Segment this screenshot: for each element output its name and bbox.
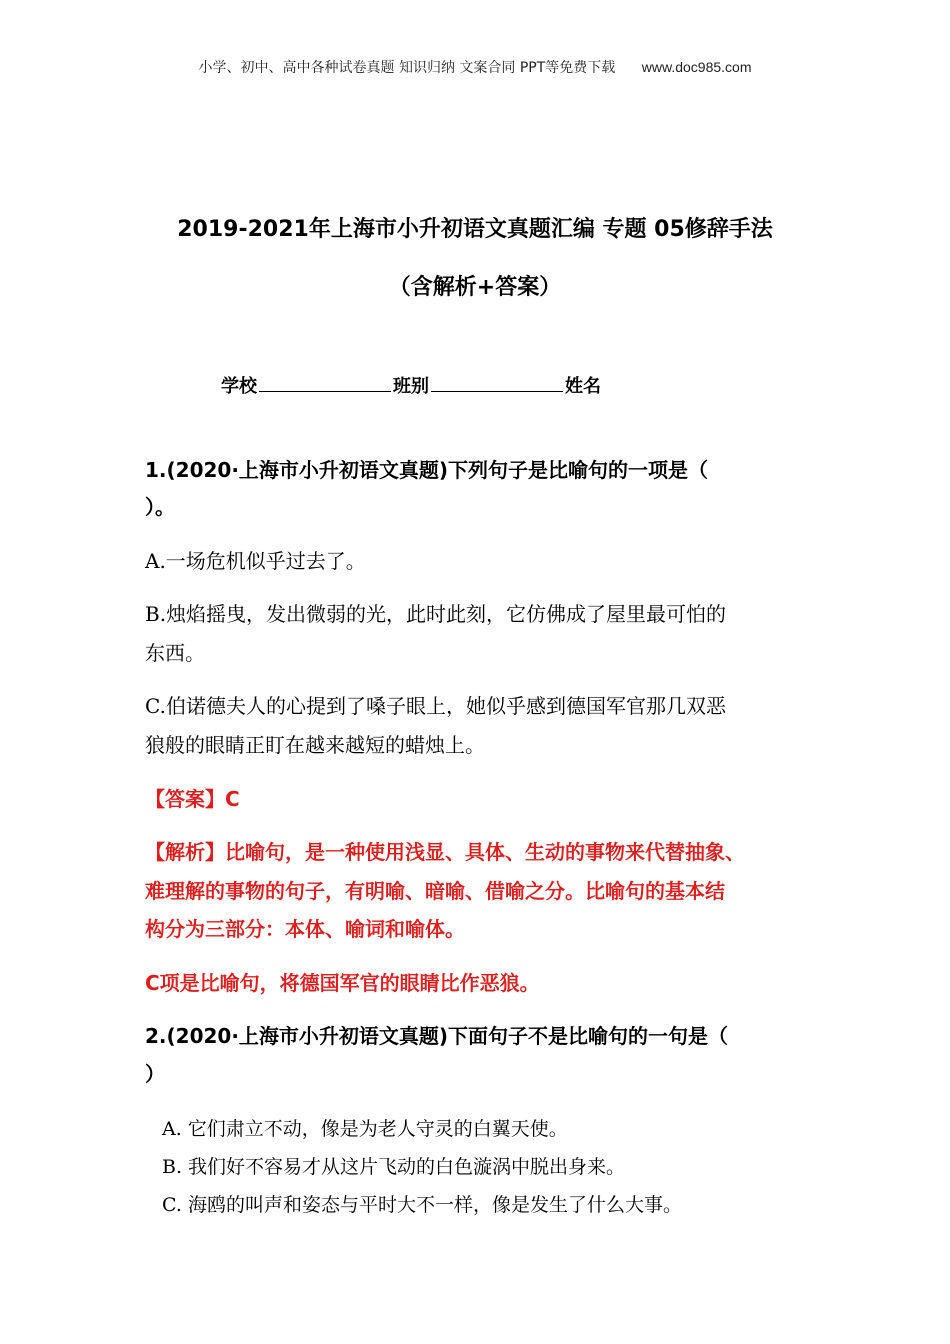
q1-stem-line2: ）。: [145, 495, 175, 519]
school-label: 学校: [221, 376, 257, 397]
q1-option-b-line1: B.烛焰摇曳，发出微弱的光，此时此刻，它仿佛成了屋里最可怕的: [145, 602, 727, 626]
q1-option-c-line2: 狼般的眼睛正盯在越来越短的蜡烛上。: [145, 733, 485, 757]
document-title-line2: （含解析+答案）: [388, 275, 562, 300]
q2-option-c: C. 海鸥的叫声和姿态与平时大不一样，像是发生了什么大事。: [162, 1194, 682, 1216]
school-blank: [259, 373, 391, 392]
q1-option-c-line1: C.伯诺德夫人的心提到了嗓子眼上，她似乎感到德国军官那几双恶: [145, 694, 726, 718]
q2-stem-line1: 2.(2020·上海市小升初语文真题)下面句子不是比喻句的一句是（: [145, 1024, 729, 1048]
class-blank: [431, 373, 563, 392]
q2-stem-line2: ）: [145, 1062, 165, 1086]
q1-analysis-line1: 【解析】比喻句，是一种使用浅显、具体、生动的事物来代替抽象、: [145, 840, 745, 864]
class-label: 班别: [393, 376, 429, 397]
q1-answer: 【答案】C: [145, 787, 240, 811]
q1-option-b-line2: 东西。: [145, 641, 205, 665]
header-url[interactable]: www.doc985.com: [641, 59, 752, 75]
document-title-line1: 2019-2021年上海市小升初语文真题汇编 专题 05修辞手法: [177, 217, 773, 242]
q1-analysis-line4: C项是比喻句，将德国军官的眼睛比作恶狼。: [145, 971, 540, 995]
q1-option-a: A.一场危机似乎过去了。: [145, 549, 366, 573]
q1-analysis-line2: 难理解的事物的句子，有明喻、暗喻、借喻之分。比喻句的基本结: [145, 879, 725, 903]
q2-option-b: B. 我们好不容易才从这片飞动的白色漩涡中脱出身来。: [162, 1156, 626, 1178]
q1-analysis-line3: 构分为三部分：本体、喻词和喻体。: [145, 917, 465, 941]
header-text: 小学、初中、高中各种试卷真题 知识归纳 文案合同 PPT等免费下载: [198, 60, 616, 76]
student-info-form: [221, 372, 601, 398]
page-header: [0, 57, 950, 77]
name-label: 姓名: [565, 376, 601, 397]
q2-option-a: A. 它们肃立不动，像是为老人守灵的白翼天使。: [162, 1118, 568, 1140]
q1-stem-line1: 1.(2020·上海市小升初语文真题)下列句子是比喻句的一项是（: [145, 458, 709, 482]
